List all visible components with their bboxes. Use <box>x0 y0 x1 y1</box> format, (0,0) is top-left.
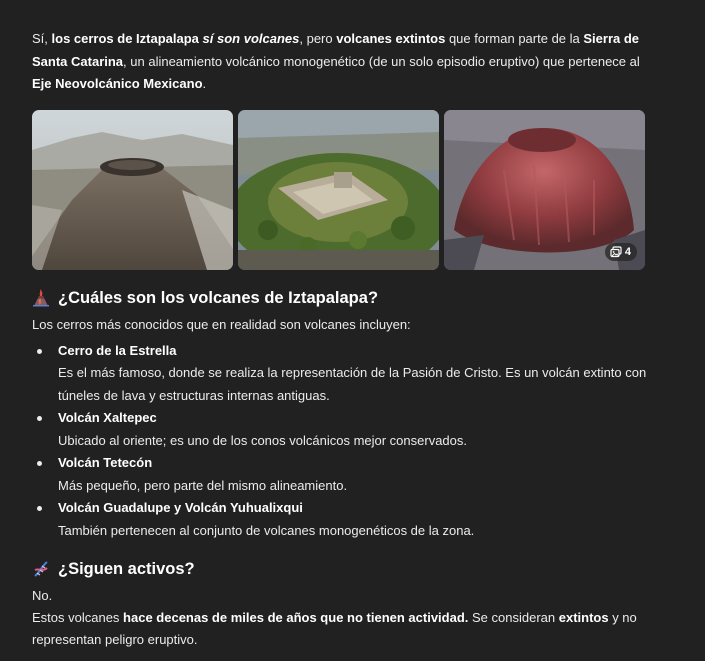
section-lead: Los cerros más conocidos que en realidad son volcanes incluyen: <box>32 316 411 332</box>
bold-text: Eje Neovolcánico Mexicano <box>32 76 203 91</box>
section-heading: ¿Cuáles son los volcanes de Iztapalapa? <box>32 286 654 310</box>
gallery-image-3[interactable] <box>444 110 645 270</box>
section-heading: ¿Siguen activos? <box>32 557 654 581</box>
bold-italic-text: sí son volcanes <box>202 31 300 46</box>
list-item-title: Volcán Tetecón <box>58 455 153 470</box>
badge-count: 4 <box>624 245 631 258</box>
list-item <box>32 340 654 408</box>
list-item-title: Cerro de la Estrella <box>58 342 177 358</box>
volcano-list <box>32 340 654 543</box>
bold-text: los cerros de Iztapalapa <box>51 31 199 46</box>
explanation-paragraph: Estos volcanes hace decenas de miles de años que no tienen actividad. Se consideran extintos y no representan peligro eruptivo. <box>32 610 637 647</box>
bold-text: extintos <box>558 610 609 625</box>
list-item <box>32 407 654 452</box>
list-item-desc: Ubicado al oriente; es uno de los conos volcánicos mejor conservados. <box>58 432 468 448</box>
list-item <box>32 497 654 542</box>
image-gallery <box>32 110 646 270</box>
gallery-image-2[interactable] <box>238 110 439 270</box>
intro-paragraph: Sí, los cerros de Iztapalapa sí son volcanes, pero volcanes extintos que forman parte de la Sierra de Santa Catarina, un alineamiento volcánico monogenético (de un solo episodio eruptivo) que pertenece al Eje Neovolcánico Mexicano. <box>32 31 640 91</box>
gallery-image-1[interactable] <box>32 110 233 270</box>
list-item-title: Volcán Xaltepec <box>58 410 157 425</box>
cerro-de-la-estrella-ruins-photo <box>238 110 439 270</box>
volcano-crater-aerial-photo <box>32 110 233 270</box>
list-item-desc: También pertenecen al conjunto de volcanes monogenéticos de la zona. <box>58 522 475 538</box>
section-volcanes <box>32 286 654 543</box>
list-item-title: Volcán Guadalupe y Volcán Yuhualixqui <box>58 500 303 515</box>
list-item <box>32 452 654 497</box>
assistant-message <box>32 28 654 651</box>
dna-emoji-icon <box>32 560 50 578</box>
more-images-badge[interactable] <box>605 243 637 261</box>
list-item-desc: Más pequeño, pero parte del mismo alineamiento. <box>58 477 348 493</box>
bold-text: Sierra de Santa Catarina <box>32 31 640 69</box>
bold-text: hace decenas de miles de años que no tienen actividad. <box>123 610 469 625</box>
bold-text: volcanes extintos <box>336 31 446 46</box>
volcano-emoji-icon <box>32 289 50 307</box>
images-stack-icon <box>610 246 622 258</box>
short-answer: No. <box>32 588 53 603</box>
section-activos <box>32 557 654 651</box>
list-item-desc: Es el más famoso, donde se realiza la representación de la Pasión de Cristo. Es un volcán extinto con túneles de lava y estructuras internas antiguas. <box>58 365 647 403</box>
